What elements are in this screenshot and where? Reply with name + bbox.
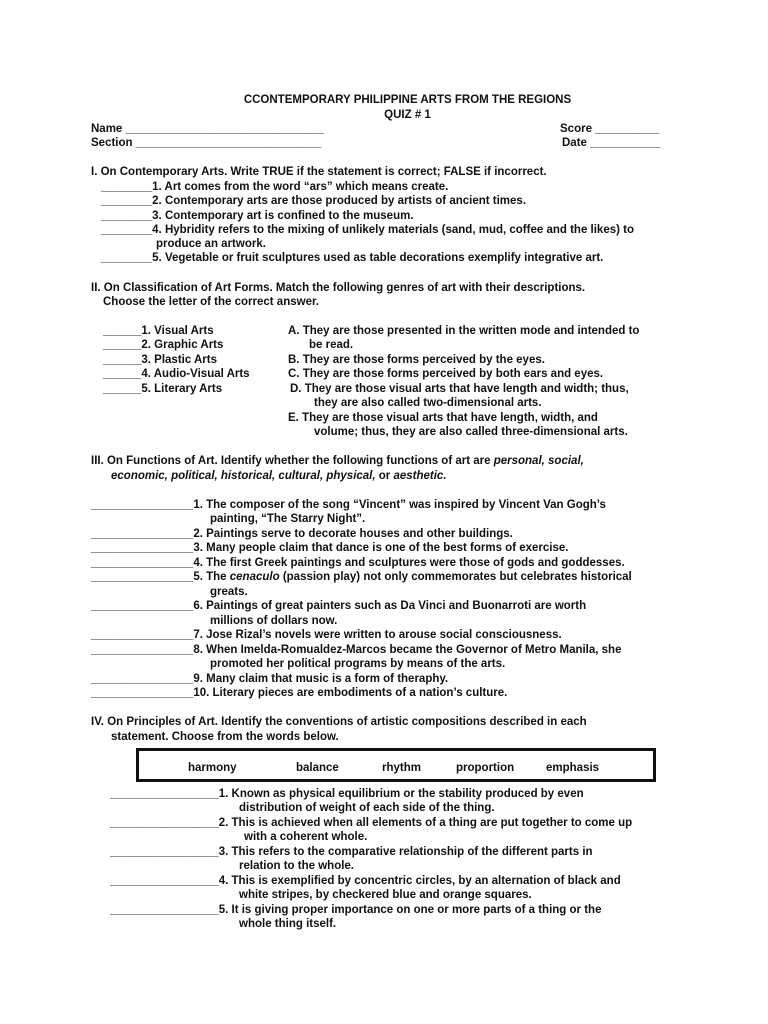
part2-description: B. They are those forms perceived by the eyes. (288, 354, 545, 366)
part3-item-continued: greats. (210, 586, 248, 598)
part3-item-continued: promoted her political programs by means of the arts. (210, 658, 506, 670)
part2-genre: ______1. Visual Arts (103, 325, 214, 337)
word-bank-item: harmony (188, 762, 237, 774)
part3-item: ________________7. Jose Rizal’s novels were written to arouse social consciousness. (91, 629, 562, 641)
part3-item: ________________3. Many people claim that dance is one of the best forms of exercise. (91, 542, 569, 554)
part1-item: ________4. Hybridity refers to the mixing of unlikely materials (sand, mud, coffee and the likes) to (101, 224, 634, 236)
part3-item: ________________8. When Imelda-Romualdez-Marcos became the Governor of Metro Manila, she (91, 644, 622, 656)
section-field: Section _____________________________ (91, 137, 322, 149)
part2-description-continued: they are also called two-dimensional arts. (314, 397, 542, 409)
part3-heading (91, 454, 584, 469)
part3-item: ________________6. Paintings of great painters such as Da Vinci and Buonarroti are worth (91, 600, 587, 612)
part3-heading-italic: personal, social, (493, 455, 584, 467)
part3-item: ________________9. Many claim that music is a form of theraphy. (91, 673, 449, 685)
part2-genre: ______5. Literary Arts (103, 383, 223, 395)
part4-item: _________________3. This refers to the comparative relationship of the different parts in (110, 846, 593, 858)
word-bank-item: balance (296, 762, 339, 774)
part2-description-continued: be read. (309, 339, 354, 351)
part2-description: D. They are those visual arts that have length and width; thus, (290, 383, 629, 395)
part1-item: ________1. Art comes from the word “ars” which means create. (101, 181, 449, 193)
part4-heading-line2: statement. Choose from the words below. (111, 731, 339, 743)
date-field: Date ___________ (562, 137, 661, 149)
part2-heading-line2: Choose the letter of the correct answer. (103, 296, 320, 308)
part3-heading-text: or (375, 470, 394, 482)
part4-item: _________________2. This is achieved when all elements of a thing are put together to come up (110, 817, 633, 829)
part3-heading-italic: economic, political, historical, cultural, physical, (111, 470, 376, 482)
part4-item: _________________4. This is exemplified by concentric circles, by an alternation of black and (110, 875, 621, 887)
part3-item: ________________2. Paintings serve to decorate houses and other buildings. (91, 528, 513, 540)
part3-item (91, 570, 632, 585)
part3-heading-italic: aesthetic. (393, 470, 447, 482)
part3-item-continued: millions of dollars now. (210, 615, 338, 627)
part3-item-text: ________________5. The (91, 571, 230, 583)
part4-item-continued: white stripes, by checkered blue and orange squares. (239, 889, 532, 901)
part3-item: ________________4. The first Greek paintings and sculptures were those of gods and goddesses. (91, 557, 625, 569)
part2-genre: ______3. Plastic Arts (103, 354, 218, 366)
part2-description: E. They are those visual arts that have length, width, and (288, 412, 598, 424)
part1-item: ________5. Vegetable or fruit sculptures used as table decorations exemplify integrative art. (101, 252, 604, 264)
part2-description: C. They are those forms perceived by both ears and eyes. (288, 368, 604, 380)
part3-item-continued: painting, “The Starry Night”. (210, 513, 366, 525)
part3-item-italic: cenaculo (229, 571, 280, 583)
part3-item: ________________10. Literary pieces are embodiments of a nation’s culture. (91, 687, 508, 699)
part3-heading-line2 (111, 469, 447, 484)
word-bank-item: emphasis (546, 762, 600, 774)
part2-heading: II. On Classification of Art Forms. Match the following genres of art with their descriptions. (91, 282, 586, 294)
part2-description-continued: volume; thus, they are also called three-dimensional arts. (314, 426, 628, 438)
part4-item-continued: whole thing itself. (239, 918, 337, 930)
part1-item: ________3. Contemporary art is confined to the museum. (101, 210, 414, 222)
part4-item: _________________1. Known as physical equilibrium or the stability produced by even (110, 788, 584, 800)
name-field: Name _______________________________ (91, 123, 324, 135)
part4-item-continued: with a coherent whole. (244, 831, 368, 843)
quiz-number: QUIZ # 1 (384, 109, 431, 121)
word-bank-item: rhythm (382, 762, 421, 774)
part2-genre: ______2. Graphic Arts (103, 339, 224, 351)
part3-item-text: (passion play) not only commemorates but celebrates historical (279, 571, 632, 583)
part4-heading: IV. On Principles of Art. Identify the conventions of artistic compositions described in each (91, 716, 587, 728)
word-bank-item: proportion (456, 762, 515, 774)
part2-genre: ______4. Audio-Visual Arts (103, 368, 250, 380)
part4-item-continued: relation to the whole. (239, 860, 355, 872)
part3-heading-text: III. On Functions of Art. Identify whether the following functions of art are (91, 455, 494, 467)
document-title: CCONTEMPORARY PHILIPPINE ARTS FROM THE REGIONS (243, 94, 572, 106)
score-field: Score __________ (560, 123, 660, 135)
part2-description: A. They are those presented in the written mode and intended to (288, 325, 640, 337)
part4-item: _________________5. It is giving proper importance on one or more parts of a thing or the (110, 904, 602, 916)
part1-item: ________2. Contemporary arts are those produced by artists of ancient times. (101, 195, 527, 207)
word-bank-box (136, 748, 656, 782)
part1-heading: I. On Contemporary Arts. Write TRUE if the statement is correct; FALSE if incorrect. (91, 166, 547, 178)
part3-item: ________________1. The composer of the song “Vincent” was inspired by Vincent Van Gogh’s (91, 499, 606, 511)
part4-item-continued: distribution of weight of each side of the thing. (239, 802, 495, 814)
part1-item-continued: produce an artwork. (156, 238, 266, 250)
